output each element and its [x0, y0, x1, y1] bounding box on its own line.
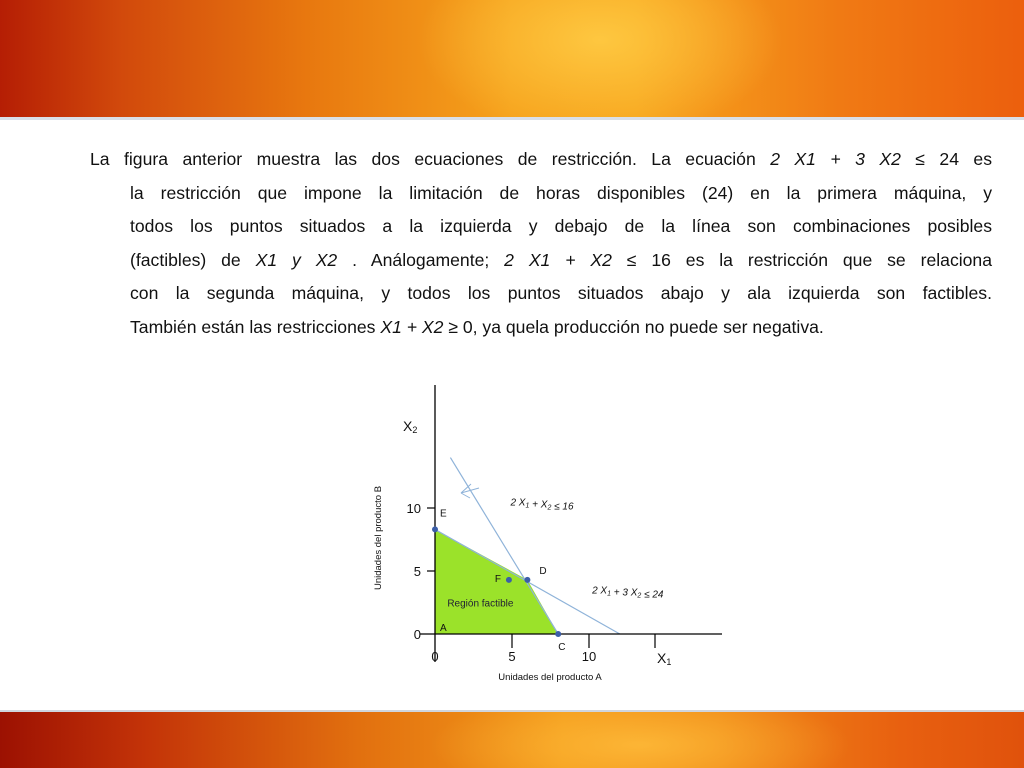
vertex-label-f: F [494, 573, 502, 585]
constraint-annotation-2: 2 $X_1 + 3$ $X_2 \le 24$ [592, 585, 664, 601]
constraint-annotation-1: 2 $X_1 + X_2 \le 16$ [510, 497, 574, 513]
feasible-region-chart [360, 380, 730, 690]
equation-nonnegativity: X1 + X2 [380, 316, 444, 337]
equation-machine-2: 2 X1 + X2 [504, 249, 612, 270]
y-axis-label: Unidades del producto B [373, 485, 384, 591]
x-tick-label: 5 [508, 649, 516, 664]
y-tick-label: 10 [406, 501, 421, 516]
vertex-point-c [555, 631, 561, 637]
text-run: ≥ 0, ya quela producción no puede ser negativa. [443, 316, 824, 337]
vertex-point-e [432, 526, 438, 532]
vertex-label-a: A [440, 623, 447, 634]
vertex-point-f [506, 577, 512, 583]
paragraph-line-1 [90, 143, 992, 177]
arrow-icon [461, 484, 479, 498]
y-tick-label: 5 [413, 564, 421, 579]
variable-x1: X1 [255, 249, 293, 270]
y-tick-label: 0 [413, 627, 421, 642]
equation-machine-1: 2 X1 + 3 X2 [770, 149, 901, 169]
feasible-region-label: Región factible [447, 598, 514, 610]
text-run: También están las restricciones [130, 316, 381, 337]
explanation-paragraph [90, 143, 992, 345]
paragraph-line-6 [90, 311, 992, 345]
text-run: ≤ 16 es la restricción que se relaciona [611, 249, 993, 270]
paragraph-line-4 [90, 244, 992, 278]
bottom-decorative-banner [0, 710, 1024, 768]
y-axis-title: X2 [403, 418, 418, 435]
vertex-label-d: D [539, 565, 547, 577]
x-tick-label: 0 [431, 649, 439, 664]
x-axis-title: X1 [657, 650, 672, 667]
text-run: (factibles) de [130, 249, 256, 270]
paragraph-line-2: la restricción que impone la limitación de horas disponibles (24) en la primera máquina, y [130, 182, 992, 203]
vertex-point-d [524, 577, 530, 583]
chart-svg [360, 380, 730, 690]
text-run: . Análogamente; [337, 249, 505, 270]
variable-x2: y X2 [292, 249, 338, 270]
vertex-label-c: C [558, 642, 566, 653]
paragraph-line-5: con la segunda máquina, y todos los puntos situados abajo y ala izquierda son factibles. [130, 283, 992, 304]
text-run: La figura anterior muestra las dos ecuaciones de restricción. La ecuación [90, 149, 771, 169]
paragraph-line-3: todos los puntos situados a la izquierda y debajo de la línea son combinaciones posibles [130, 216, 992, 237]
x-tick-label: 10 [581, 649, 597, 664]
text-run: ≤ 24 es [900, 149, 993, 169]
top-decorative-banner [0, 0, 1024, 120]
vertex-label-e: E [440, 508, 447, 520]
x-axis-label: Unidades del producto A [498, 672, 602, 683]
